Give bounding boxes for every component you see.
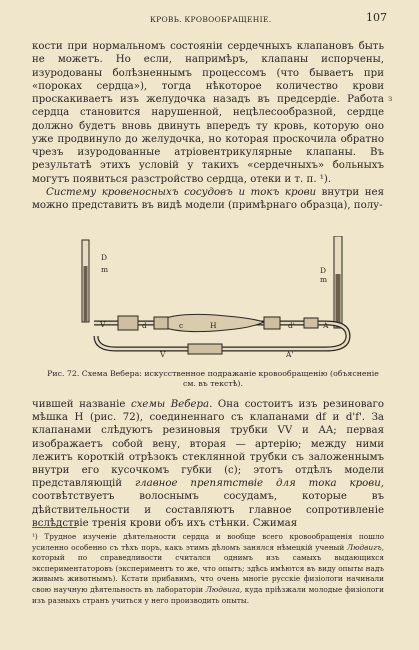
label-m-left: m — [101, 265, 109, 274]
label-d: d — [142, 321, 147, 330]
text-run-4: соотвѣтствуетъ волоснымъ сосудамъ, которые въ дѣйствительности и составляютъ главное сопротивленіе вслѣдствіе тренія крови объ ихъ стѣнки. Сжимая — [32, 491, 384, 529]
valve-left — [118, 316, 138, 330]
valve-d — [154, 317, 168, 329]
right-coupling — [304, 318, 318, 328]
paragraph-2 — [32, 186, 384, 213]
caption-text: искусственное подражаніе кровообращенію (объясненіе см. въ текстѣ). — [144, 369, 379, 388]
text-run-0: чившей названіе — [32, 399, 131, 410]
label-df: d' — [288, 321, 295, 330]
label-V-left: V — [100, 320, 106, 329]
italic-run-3: главное препятствіе для тока крови, — [134, 478, 384, 490]
footnote-text — [32, 532, 384, 606]
caption-prefix: Рис. 72. Схема Вебера: — [47, 369, 145, 378]
figure-caption — [44, 369, 382, 389]
label-H: H — [210, 321, 217, 330]
paragraph-3 — [32, 398, 384, 530]
running-title: КРОВЬ. КРОВООБРАЩЕНІЕ. — [150, 15, 272, 24]
footnote-rule — [32, 527, 77, 528]
page-number: 107 — [366, 11, 387, 24]
italic-run-1: Людвигъ, — [347, 542, 384, 552]
italic-run-1: схемы Вебера. — [130, 399, 213, 410]
text-run-4: куда пріѣзжали молодые физіологи изъ разныхъ странъ учиться у него производить опыты. — [32, 584, 384, 605]
left-fluid-column — [84, 266, 88, 322]
label-c: c — [179, 321, 184, 330]
paragraph-1 — [32, 40, 384, 186]
footnote — [32, 532, 384, 606]
label-D-right: D — [320, 266, 327, 275]
label-D-left: D — [101, 253, 108, 262]
label-m-right: m — [320, 275, 328, 284]
main-text-top — [32, 40, 384, 212]
label-V-bottom: V — [160, 350, 166, 359]
italic-run-0: Систему кровеносныхъ сосудовъ и токъ крови — [46, 186, 317, 198]
text-run-2: Она состоитъ изъ резиноваго мѣшка H (рис. 72), соединеннаго съ клапанами df и d'f'. За клапанами слѣдуютъ резиновыя трубки VV и AA; первая изображаетъ собой вену, вторая — артерію; между ними лежитъ короткій отрѣзокъ стеклянной трубки съ заложеннымъ внутри его кусочкомъ губки (с); этотъ отдѣлъ модели представляющій — [32, 399, 384, 490]
text-run-2: который по справедливости считался однимъ изъ самыхъ выдающихся экспериментаторовъ (экспериментъ то же, что опытъ; здѣсь имѣются въ виду опыты надъ живымъ животнымъ). Кстати прибавимъ, что очень многіе русскіе физіологи начинали свою научную дѣятельность въ лабораторіи — [32, 553, 384, 594]
sponge-segment — [188, 344, 222, 354]
italic-run-3: Людвига, — [205, 584, 243, 594]
running-header — [0, 10, 419, 28]
main-text-bottom — [32, 398, 384, 530]
text-run-0: ¹) Трудное изученіе дѣятельности сердца и вообще всего кровообращенія пошло усиленно особенно съ тѣхъ поръ, какъ этимъ дѣломъ занялся нѣмецкій ученый — [32, 532, 384, 552]
label-A-right: A — [323, 321, 329, 330]
text-run-0: кости при нормальномъ состояніи сердечныхъ клапановъ быть не можетъ. Но если, напримѣръ, клапаны испорчены, изуродованы болѣзненнымъ процессомъ (что бываетъ при «пороках сердца»), тогда нѣкоторое количество крови проскакиваетъ изъ желудочка назадъ въ предсердіе. Работа сердца становится нарушенной, нецѣлесообразной, сердце должно будетъ вновь двинуть впередъ ту кровь, которую оно уже продвинуло до желудочка, но которая проскочила обратно чрезъ изуродованные атріовентрикулярные клапаны. Въ результатѣ этихъ условій у такихъ «сердечныхъ» больныхъ могутъ появиться разстройство сердца, отеки и т. п. ¹). — [32, 41, 384, 185]
weber-scheme-figure — [76, 236, 366, 364]
text-run-1: внутри нея можно представить въ видѣ модели (примѣрнаго образца), полу- — [32, 186, 384, 211]
valve-df — [264, 317, 280, 329]
label-A-bottom: A' — [286, 350, 294, 359]
margin-mark: з — [388, 94, 393, 103]
right-fluid-column — [336, 274, 341, 328]
